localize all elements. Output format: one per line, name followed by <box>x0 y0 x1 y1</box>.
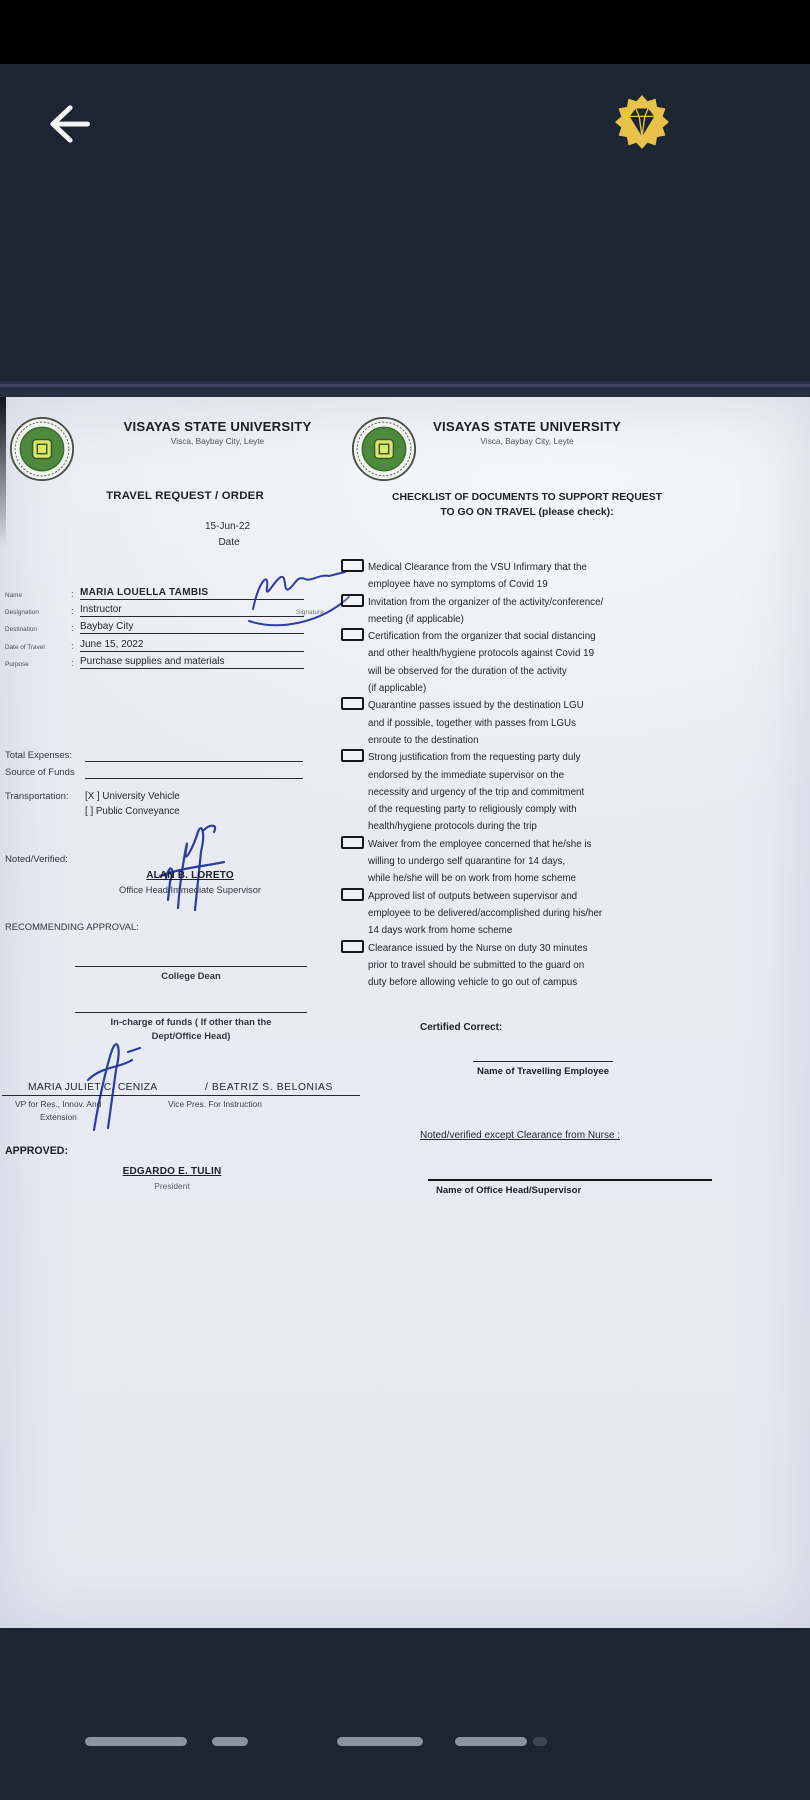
field-value: MARIA LOUELLA TAMBIS <box>80 587 304 600</box>
right-university-address: Visca, Baybay City, Leyte <box>480 436 574 446</box>
field-value: Baybay City <box>80 621 304 634</box>
recommending-approval-label: RECOMMENDING APPROVAL: <box>5 921 139 932</box>
checklist-line <box>340 626 712 643</box>
checklist-line <box>340 955 712 972</box>
checklist-text: Invitation from the organizer of the activity/conference/ <box>368 596 604 608</box>
checklist-line <box>340 868 712 885</box>
checklist-text: endorsed by the immediate supervisor on the <box>368 769 565 781</box>
checklist-text: necessity and urgency of the trip and commitment <box>368 786 585 798</box>
progress-segment <box>212 1737 248 1746</box>
checklist-line <box>340 903 712 920</box>
checklist-text: and other health/hygiene protocols against Covid 19 <box>368 648 595 660</box>
checklist-text: enroute to the destination <box>368 734 479 746</box>
field-value: June 15, 2022 <box>80 639 304 652</box>
checklist-line <box>340 834 712 851</box>
checklist-line <box>340 557 712 574</box>
checkbox-icon <box>341 888 364 901</box>
transportation-option-public-conveyance: [ ] Public Conveyance <box>85 806 180 817</box>
field-label: Name <box>5 592 23 599</box>
field-colon: : <box>71 589 74 600</box>
progress-segment <box>337 1737 423 1746</box>
checkbox-icon <box>341 749 364 762</box>
expense-row <box>5 748 335 765</box>
checklist-line <box>340 886 712 903</box>
field-colon: : <box>71 623 74 635</box>
blank-line <box>85 761 303 762</box>
expense-row <box>5 765 335 782</box>
expense-label: Source of Funds <box>5 767 75 778</box>
field-colon: : <box>71 640 74 652</box>
left-university-title: VISAYAS STATE UNIVERSITY <box>123 419 312 434</box>
office-head-label: Name of Office Head/Supervisor <box>436 1185 582 1196</box>
checklist-text: Medical Clearance from the VSU Infirmary that the <box>368 562 587 573</box>
gem-badge-icon <box>615 94 669 150</box>
checklist-text: (if applicable) <box>368 683 427 695</box>
date-label: Date <box>218 537 240 548</box>
checkbox-icon <box>341 628 364 641</box>
supervisor-title: Office Head/Immediate Supervisor <box>119 885 261 895</box>
university-seal-left <box>9 416 75 482</box>
field-colon: : <box>71 657 74 669</box>
travelling-employee-label: Name of Travelling Employee <box>477 1066 609 1077</box>
checklist-line <box>340 678 712 695</box>
checklist-text: Certification from the organizer that social distancing <box>368 631 596 643</box>
checklist-line <box>340 609 712 626</box>
checklist-line <box>340 574 712 591</box>
form-field-row <box>5 656 335 673</box>
checkbox-icon <box>341 697 364 710</box>
transportation-label: Transportation: <box>5 791 69 802</box>
checklist-line <box>340 695 712 712</box>
vp-names-underline <box>2 1095 360 1096</box>
checklist-text: prior to travel should be submitted to the guard on <box>368 959 585 971</box>
checklist-line <box>340 938 712 955</box>
noted-except-nurse-label: Noted/verified except Clearance from Nurse : <box>420 1130 621 1141</box>
field-value: Purchase supplies and materials <box>80 656 304 669</box>
checklist-text: 14 days work from home scheme <box>368 925 513 937</box>
travelling-employee-line <box>473 1061 613 1062</box>
right-university-title: VISAYAS STATE UNIVERSITY <box>432 419 621 434</box>
checklist-line <box>340 713 712 730</box>
checkbox-icon <box>341 594 364 607</box>
status-bar <box>0 0 810 64</box>
checklist-text: while he/she will be on work from home scheme <box>368 873 577 885</box>
checklist-line <box>340 747 712 764</box>
checklist-line <box>340 730 712 747</box>
left-university-address: Visca, Baybay City, Leyte <box>170 436 265 446</box>
university-seal-right <box>351 416 417 482</box>
field-label: Date of Travel <box>5 643 45 651</box>
field-value: Instructor <box>80 604 304 617</box>
signature-label: Signature <box>296 609 324 616</box>
noted-verified-label: Noted/Verified: <box>5 854 68 865</box>
checklist-text: employee have no symptoms of Covid 19 <box>368 579 548 591</box>
checklist-text: Waiver from the employee concerned that he/she is <box>368 838 592 850</box>
employee-signature-ink <box>243 567 355 635</box>
vp2-name: / BEATRIZ S. BELONIAS <box>205 1082 333 1093</box>
checklist-title <box>360 490 694 520</box>
supervisor-signature-ink <box>148 820 236 914</box>
checklist-line <box>340 592 712 609</box>
checklist-text: and if possible, together with passes from LGUs <box>368 717 577 729</box>
transportation-option-university-vehicle: [X ] University Vehicle <box>85 791 180 802</box>
supervisor-name: ALAN B. LORETO <box>146 870 234 881</box>
checklist-line <box>340 661 712 678</box>
progress-segment <box>85 1737 187 1746</box>
checklist-text: duty before allowing vehicle to go out of campus <box>368 977 578 989</box>
checklist-text: of the requesting party to religiously comply with <box>368 804 577 816</box>
checklist-text: Approved list of outputs between supervisor and <box>368 890 578 902</box>
checklist-line <box>340 851 712 868</box>
progress-segment <box>455 1737 527 1746</box>
checklist-line <box>340 920 712 937</box>
checklist-text: employee to be delivered/accomplished during his/her <box>368 907 603 919</box>
checklist-line <box>340 765 712 782</box>
form-field-row <box>5 639 335 656</box>
office-head-line <box>428 1179 712 1181</box>
page-edge-line <box>0 384 810 387</box>
field-label: Designation <box>5 609 39 617</box>
checklist-line <box>340 782 712 799</box>
field-colon: : <box>71 606 74 618</box>
checklist-text: willing to undergo self quarantine for 14 days, <box>368 856 566 868</box>
checklist-text: Quarantine passes issued by the destination LGU <box>368 700 584 712</box>
back-button[interactable] <box>42 98 94 150</box>
vp1-title-line1: VP for Res., Innov. And <box>15 1099 102 1109</box>
date-value: 15-Jun-22 <box>204 521 251 532</box>
college-dean-label: College Dean <box>161 970 221 981</box>
approved-label: APPROVED: <box>5 1145 68 1157</box>
college-dean-line <box>75 966 307 967</box>
back-arrow-icon <box>42 98 94 150</box>
checklist-title-line2: TO GO ON TRAVEL (please check): <box>440 507 614 518</box>
expense-fields <box>5 748 335 782</box>
president-name: EDGARDO E. TULIN <box>122 1166 222 1177</box>
certified-correct-label: Certified Correct: <box>420 1022 503 1033</box>
checklist-text: will be observed for the duration of the activity <box>368 665 567 677</box>
document-checklist <box>340 557 712 989</box>
progress-segment-dark <box>533 1737 547 1746</box>
checklist-title-line1: CHECKLIST OF DOCUMENTS TO SUPPORT REQUEST <box>392 492 662 503</box>
scan-edge-artifact <box>0 397 6 547</box>
incharge-label-line1: In-charge of funds ( If other than the <box>110 1016 272 1027</box>
checklist-line <box>340 643 712 660</box>
incharge-label-line2: Dept/Office Head) <box>151 1030 231 1041</box>
president-title: President <box>154 1181 190 1191</box>
checklist-text: health/hygiene protocols during the trip <box>368 821 537 833</box>
vp1-name: MARIA JULIET C. CENIZA <box>28 1082 158 1093</box>
expense-label: Total Expenses: <box>5 750 73 761</box>
blank-line <box>85 778 303 779</box>
premium-badge-button[interactable] <box>615 94 669 150</box>
field-label: Destination <box>5 626 37 634</box>
travel-request-title: TRAVEL REQUEST / ORDER <box>106 490 264 502</box>
checklist-line <box>340 972 712 989</box>
checklist-text: Strong justification from the requesting party duly <box>368 752 581 764</box>
checkbox-icon <box>341 559 364 572</box>
document-scan[interactable] <box>0 397 810 1628</box>
checklist-line <box>340 816 712 833</box>
vp2-title: Vice Pres. For Instruction <box>168 1099 262 1109</box>
checklist-line <box>340 799 712 816</box>
checklist-text: Clearance issued by the Nurse on duty 30 minutes <box>368 942 588 954</box>
checkbox-icon <box>341 836 364 849</box>
field-label: Purpose <box>5 660 29 668</box>
checkbox-icon <box>341 940 364 953</box>
incharge-line <box>75 1012 307 1013</box>
vp1-title-line2: Extension <box>40 1112 77 1122</box>
checklist-text: meeting (if applicable) <box>368 613 464 625</box>
